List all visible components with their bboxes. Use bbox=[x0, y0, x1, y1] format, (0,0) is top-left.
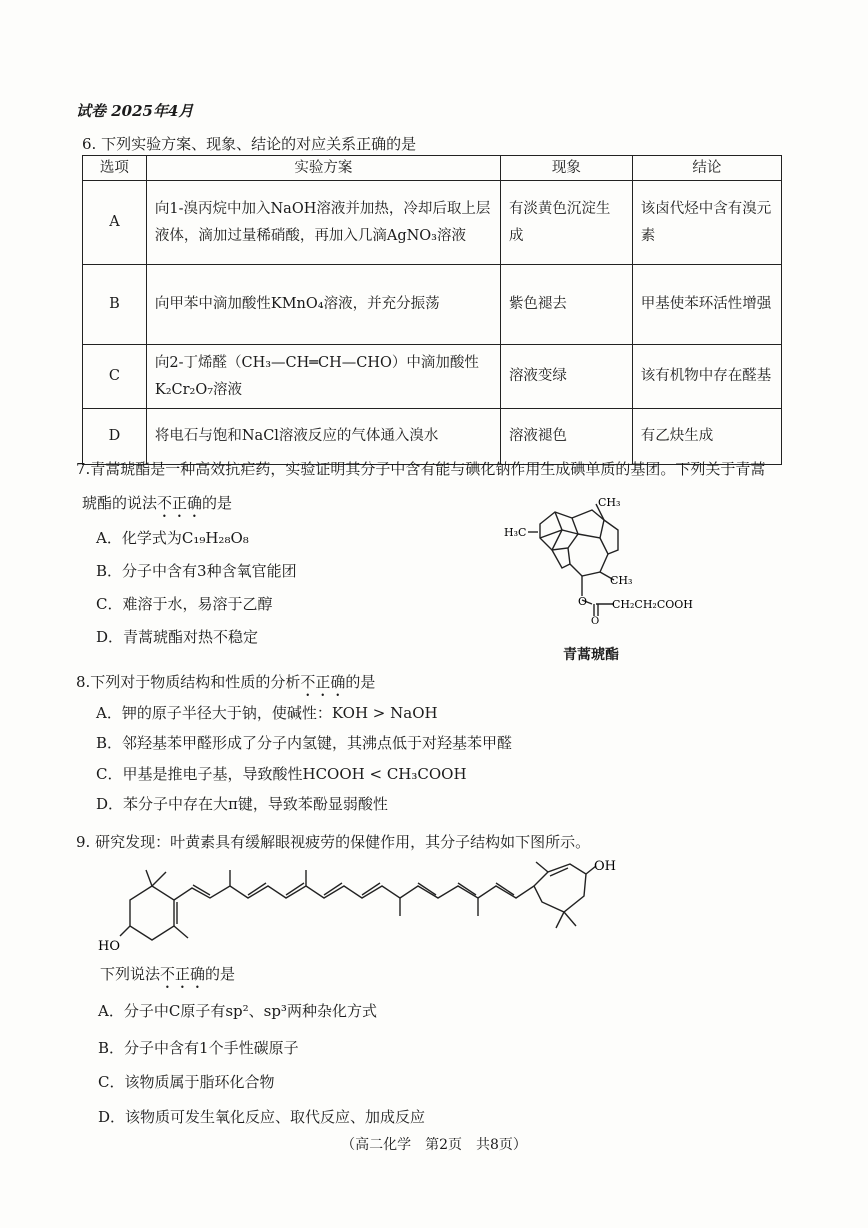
option-label: B． bbox=[96, 562, 123, 580]
q8-option-b bbox=[96, 732, 512, 753]
option-text: 分子中含有3种含氧官能团 bbox=[122, 562, 297, 580]
q9-option-a bbox=[98, 1000, 377, 1021]
option-label: A． bbox=[96, 704, 122, 722]
option-label: D． bbox=[98, 1108, 126, 1126]
ch3-top-label: CH₃ bbox=[598, 496, 621, 509]
q8-stem-text: 的是 bbox=[345, 673, 376, 691]
q8-emphasis: 不正确 bbox=[300, 673, 346, 691]
option-cell: C bbox=[83, 345, 147, 409]
col-header-option: 选项 bbox=[83, 156, 147, 181]
ester-oxygen-label: O bbox=[578, 595, 588, 608]
col-header-phenomenon: 现象 bbox=[500, 156, 632, 181]
carbonyl-oxygen-label: O bbox=[591, 616, 600, 626]
q8-option-c bbox=[96, 763, 467, 784]
option-text: 分子中含有1个手性碳原子 bbox=[124, 1039, 299, 1057]
option-label: C． bbox=[96, 765, 123, 783]
q9-stem-text: 下列说法 bbox=[100, 965, 161, 983]
artesunate-structure bbox=[500, 490, 710, 626]
option-label: C． bbox=[98, 1073, 125, 1091]
option-text: 该物质属于脂环化合物 bbox=[124, 1073, 275, 1091]
option-label: A． bbox=[96, 529, 122, 547]
q8-stem-text: 8.下列对于物质结构和性质的分析 bbox=[76, 673, 301, 691]
option-cell: D bbox=[83, 409, 147, 465]
plan-cell: 向2-丁烯醛（CH₃—CH═CH—CHO）中滴加酸性K₂Cr₂O₇溶液 bbox=[146, 345, 500, 409]
succinate-chain-label: CH₂CH₂COOH bbox=[612, 598, 693, 611]
q7-option-d bbox=[96, 626, 258, 647]
plan-cell: 向1-溴丙烷中加入NaOH溶液并加热，冷却后取上层液体，滴加过量稀硝酸，再加入几滴AgNO₃溶液 bbox=[146, 181, 500, 265]
conclusion-cell: 该有机物中存在醛基 bbox=[632, 345, 781, 409]
conclusion-cell: 该卤代烃中含有溴元素 bbox=[632, 181, 781, 265]
option-text: 甲基是推电子基，导致酸性HCOOH < CH₃COOH bbox=[122, 765, 467, 783]
table-header-row bbox=[83, 156, 782, 181]
q7-emphasis: 不正确 bbox=[157, 494, 203, 512]
plan-cell: 将电石与饱和NaCl溶液反应的气体通入溴水 bbox=[146, 409, 500, 465]
q6-table bbox=[82, 155, 782, 465]
lutein-structure bbox=[96, 852, 616, 952]
option-text: 青蒿琥酯对热不稳定 bbox=[123, 628, 259, 646]
option-cell: B bbox=[83, 265, 147, 345]
q7-stem-line1: 7.青蒿琥酯是一种高效抗疟药，实验证明其分子中含有能与碘化钠作用生成碘单质的基团。下列关于青蒿 bbox=[76, 460, 766, 478]
table-row bbox=[83, 181, 782, 265]
q9-sub-stem bbox=[100, 963, 235, 992]
conclusion-cell: 甲基使苯环活性增强 bbox=[632, 265, 781, 345]
q9-option-d bbox=[98, 1106, 425, 1127]
option-text: 该物质可发生氧化反应、取代反应、加成反应 bbox=[125, 1108, 426, 1126]
q7-stem-text: 的是 bbox=[202, 494, 233, 512]
option-label: C． bbox=[96, 595, 123, 613]
table-row bbox=[83, 265, 782, 345]
option-text: 化学式为C₁₉H₂₈O₈ bbox=[121, 529, 249, 547]
q6-stem: 6. 下列实验方案、现象、结论的对应关系正确的是 bbox=[82, 135, 417, 153]
col-header-conclusion: 结论 bbox=[632, 156, 781, 181]
option-text: 难溶于水，易溶于乙醇 bbox=[122, 595, 273, 613]
ch3-right-label: CH₃ bbox=[610, 574, 633, 587]
option-label: D． bbox=[96, 628, 124, 646]
q9-option-c bbox=[98, 1071, 275, 1092]
q7-stem-text: 琥酯的说法 bbox=[82, 494, 158, 512]
oh-right-label: OH bbox=[594, 859, 616, 874]
structure-caption: 青蒿琥酯 bbox=[563, 647, 619, 663]
option-text: 钾的原子半径大于钠，使碱性：KOH > NaOH bbox=[121, 704, 438, 722]
option-label: B． bbox=[98, 1039, 125, 1057]
q7-option-c bbox=[96, 593, 273, 614]
phenomenon-cell: 溶液变绿 bbox=[500, 345, 632, 409]
exam-header: 试卷 2025年4月 bbox=[76, 102, 194, 120]
q9-option-b bbox=[98, 1037, 299, 1058]
col-header-plan: 实验方案 bbox=[146, 156, 500, 181]
table-row bbox=[83, 345, 782, 409]
q9-emphasis: 不正确 bbox=[160, 965, 206, 983]
q8-stem bbox=[76, 671, 375, 700]
option-cell: A bbox=[83, 181, 147, 265]
option-label: B． bbox=[96, 734, 123, 752]
phenomenon-cell: 紫色褪去 bbox=[500, 265, 632, 345]
q8-option-a bbox=[96, 702, 438, 723]
q7-option-a bbox=[96, 527, 249, 548]
ho-left-label: HO bbox=[98, 939, 120, 952]
table-row bbox=[83, 409, 782, 465]
option-label: A． bbox=[98, 1002, 124, 1020]
phenomenon-cell: 溶液褪色 bbox=[500, 409, 632, 465]
phenomenon-cell: 有淡黄色沉淀生成 bbox=[500, 181, 632, 265]
page-footer: （高二化学 第2页 共8页） bbox=[341, 1137, 527, 1153]
q9-stem: 9. 研究发现：叶黄素具有缓解眼视疲劳的保健作用，其分子结构如下图所示。 bbox=[76, 833, 591, 851]
q9-stem-text: 的是 bbox=[205, 965, 236, 983]
option-text: 苯分子中存在大π键，导致苯酚显弱酸性 bbox=[123, 795, 388, 813]
q7-stem-line2 bbox=[82, 492, 232, 521]
option-label: D． bbox=[96, 795, 124, 813]
option-text: 分子中C原子有sp²、sp³两种杂化方式 bbox=[123, 1002, 377, 1020]
option-text: 邻羟基苯甲醛形成了分子内氢键，其沸点低于对羟基苯甲醛 bbox=[122, 734, 513, 752]
q8-option-d bbox=[96, 793, 388, 814]
h3c-label: H₃C bbox=[504, 526, 527, 539]
q7-option-b bbox=[96, 560, 297, 581]
conclusion-cell: 有乙炔生成 bbox=[632, 409, 781, 465]
plan-cell: 向甲苯中滴加酸性KMnO₄溶液，并充分振荡 bbox=[146, 265, 500, 345]
